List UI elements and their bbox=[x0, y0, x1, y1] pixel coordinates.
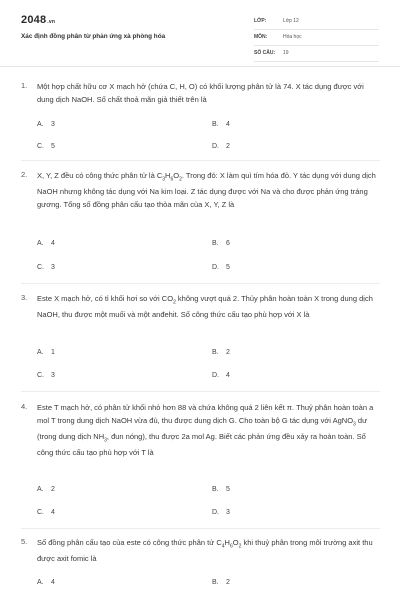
option-letter: B. bbox=[212, 579, 219, 586]
option-b[interactable] bbox=[212, 486, 230, 493]
option-b[interactable] bbox=[212, 349, 230, 356]
meta-value: 19 bbox=[283, 50, 289, 56]
meta-row-subject bbox=[254, 30, 379, 46]
question-text: Este T mạch hở, có phân tử khối nhỏ hơn 88 và chứa không quá 2 liên kết π. Thuỷ phân hoàn toàn a mol T trong dung dịch NaOH vừa đủ, thu được dung dịch G. Cho toàn bộ G tác dụng với AgNO$_3$ dư (trong dung dịch $NH_3$, đun nóng), thu được 2a mol Ag. Biết các phản ứng đều xảy ra hoàn toàn. Số công thức cấu tạo phù hợp với T là bbox=[37, 403, 374, 457]
meta-label: LỚP: bbox=[254, 18, 267, 24]
logo-domain-text: .vn bbox=[47, 18, 56, 25]
option-letter: D. bbox=[212, 372, 219, 379]
option-letter: C. bbox=[37, 372, 44, 379]
question-divider bbox=[21, 283, 380, 284]
worksheet-meta bbox=[254, 14, 379, 62]
option-letter: A. bbox=[37, 579, 44, 586]
option-letter: C. bbox=[37, 143, 44, 150]
option-letter: A. bbox=[37, 486, 44, 493]
option-a[interactable] bbox=[37, 486, 55, 493]
question-divider bbox=[21, 160, 380, 161]
option-letter: D. bbox=[212, 264, 219, 271]
option-value: 4 bbox=[51, 509, 55, 516]
option-value: 1 bbox=[51, 349, 55, 356]
option-value: 2 bbox=[226, 579, 230, 586]
option-letter: B. bbox=[212, 349, 219, 356]
option-letter: B. bbox=[212, 240, 219, 247]
option-a[interactable] bbox=[37, 579, 55, 586]
option-value: 3 bbox=[51, 372, 55, 379]
question-number: 5. bbox=[21, 537, 28, 546]
option-value: 3 bbox=[51, 264, 55, 271]
meta-value: Hóa học bbox=[283, 34, 302, 40]
question-text: Một hợp chất hữu cơ X mạch hở (chứa C, H, O) có khối lượng phân tử là 74. X tác dụng được với dung dịch NaOH. Số chất thoả mãn giả thiết trên là bbox=[37, 82, 364, 104]
site-logo[interactable] bbox=[21, 14, 55, 26]
option-letter: A. bbox=[37, 240, 44, 247]
logo-main-text: 2048 bbox=[21, 14, 47, 26]
option-c[interactable] bbox=[37, 509, 55, 516]
option-letter: D. bbox=[212, 509, 219, 516]
option-d[interactable] bbox=[212, 143, 230, 150]
option-a[interactable] bbox=[37, 240, 55, 247]
option-letter: B. bbox=[212, 121, 219, 128]
option-c[interactable] bbox=[37, 143, 55, 150]
question-text: Este X mạch hở, có tỉ khối hơi so với $CO_2$ không vượt quá 2. Thủy phân hoàn toàn X trong dung dịch NaOH, thu được một muối và một anđehit. Số công thức cấu tạo phù hợp với X là bbox=[37, 294, 373, 319]
option-letter: B. bbox=[212, 486, 219, 493]
option-value: 4 bbox=[51, 240, 55, 247]
question-number: 3. bbox=[21, 293, 28, 302]
meta-label: MÔN: bbox=[254, 34, 268, 40]
option-value: 4 bbox=[226, 372, 230, 379]
option-value: 3 bbox=[51, 121, 55, 128]
meta-row-count bbox=[254, 46, 379, 62]
option-value: 6 bbox=[226, 240, 230, 247]
option-value: 2 bbox=[226, 349, 230, 356]
option-c[interactable] bbox=[37, 372, 55, 379]
meta-label: SỐ CÂU: bbox=[254, 50, 276, 56]
option-letter: C. bbox=[37, 509, 44, 516]
option-a[interactable] bbox=[37, 121, 55, 128]
option-value: 4 bbox=[226, 121, 230, 128]
option-value: 3 bbox=[226, 509, 230, 516]
option-value: 2 bbox=[226, 143, 230, 150]
option-b[interactable] bbox=[212, 240, 230, 247]
option-letter: A. bbox=[37, 121, 44, 128]
question-number: 2. bbox=[21, 170, 28, 179]
option-value: 4 bbox=[51, 579, 55, 586]
option-d[interactable] bbox=[212, 509, 230, 516]
option-a[interactable] bbox=[37, 349, 55, 356]
option-c[interactable] bbox=[37, 264, 55, 271]
question-number: 1. bbox=[21, 81, 28, 90]
option-d[interactable] bbox=[212, 264, 230, 271]
option-b[interactable] bbox=[212, 579, 230, 586]
option-letter: D. bbox=[212, 143, 219, 150]
question-divider bbox=[21, 528, 380, 529]
option-b[interactable] bbox=[212, 121, 230, 128]
meta-row-class bbox=[254, 14, 379, 30]
option-value: 5 bbox=[226, 486, 230, 493]
worksheet-header bbox=[0, 0, 400, 67]
option-d[interactable] bbox=[212, 372, 230, 379]
question-text: X, Y, Z đều có công thức phân tử là $C_3H_6O_2$. Trong đó: X làm quì tím hóa đỏ. Y tác dụng với dung dịch NaOH nhưng không tác dụng với Na kim loại. Z tác dụng được với Na và cho được phản ứng tráng gương. Tổng số đồng phân cấu tạo thỏa mãn của X, Y, Z là bbox=[37, 171, 376, 209]
question-divider bbox=[21, 391, 380, 392]
option-value: 5 bbox=[51, 143, 55, 150]
option-value: 2 bbox=[51, 486, 55, 493]
meta-value: Lớp 12 bbox=[283, 18, 299, 24]
option-letter: A. bbox=[37, 349, 44, 356]
question-number: 4. bbox=[21, 402, 28, 411]
option-value: 5 bbox=[226, 264, 230, 271]
worksheet-title: Xác định đồng phân từ phản ứng xà phòng hóa bbox=[21, 33, 166, 40]
option-letter: C. bbox=[37, 264, 44, 271]
question-text: Số đồng phân cấu tạo của este có công thức phân tử $C_4H_6O_2$ khi thuỷ phân trong môi trường axit thu được axit fomic là bbox=[37, 538, 373, 563]
